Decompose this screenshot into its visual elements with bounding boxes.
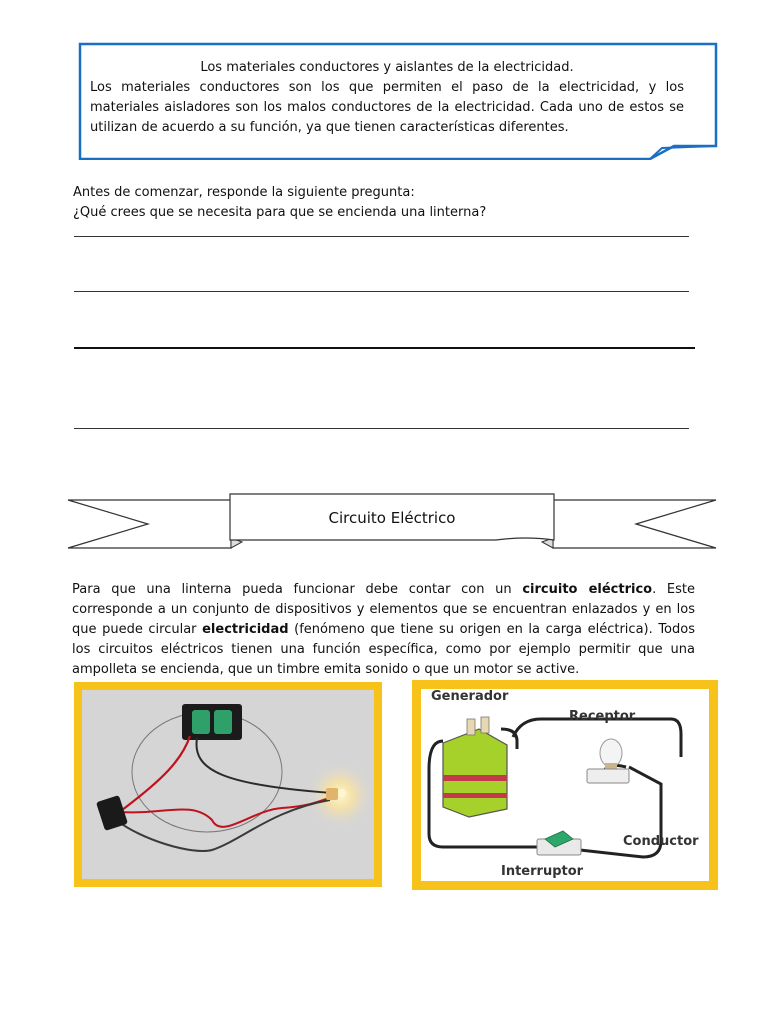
circuit-photo [82, 690, 374, 879]
question-intro: Antes de comenzar, responde la siguiente pregunta: [73, 185, 415, 200]
switch-icon [537, 831, 581, 855]
label-interruptor: Interruptor [501, 864, 584, 879]
body-paragraph [72, 580, 695, 680]
paragraph-text: . Este corresponde a un conjunto de dispositivos y elementos que se encuentran enlazados y en los que puede circular [72, 582, 695, 637]
bulb-icon [587, 739, 629, 783]
answer-line[interactable] [74, 236, 689, 237]
answer-line[interactable] [74, 428, 689, 429]
question-text: ¿Qué crees que se necesita para que se encienda una linterna? [73, 205, 487, 220]
label-generador: Generador [431, 689, 509, 704]
intro-body: Los materiales conductores son los que permiten el paso de la electricidad, y los materiales aisladores son los malos conductores de la electricidad. Cada uno de estos se utilizan de acuerdo a su función, ya que tienen características diferentes. [90, 80, 684, 135]
battery-icon [443, 729, 507, 817]
paragraph-text: (fenómeno que tiene su origen en la carga eléctrica). Todos los circuitos eléctricos tienen una función específica, como por ejemplo permitir que una ampolleta se encienda, que un timbre emita sonido o que un motor se active. [72, 622, 695, 677]
section-banner [66, 492, 718, 552]
answer-line[interactable] [74, 347, 695, 349]
circuit-diagram-frame [412, 680, 718, 890]
circuit-photo-frame [74, 682, 382, 887]
term-electricidad: electricidad [202, 622, 289, 637]
circuit-diagram [421, 689, 709, 881]
question [73, 183, 693, 223]
intro-box [78, 42, 718, 160]
answer-line[interactable] [74, 291, 689, 292]
intro-title: Los materiales conductores y aislantes de la electricidad. [200, 60, 574, 75]
intro-text [90, 58, 684, 138]
label-conductor: Conductor [623, 834, 699, 849]
banner-title: Circuito Eléctrico [328, 509, 456, 527]
label-receptor: Receptor [569, 709, 636, 724]
term-circuito: circuito eléctrico [522, 582, 653, 597]
paragraph-text: Para que una linterna pueda funcionar debe contar con un [72, 582, 523, 597]
